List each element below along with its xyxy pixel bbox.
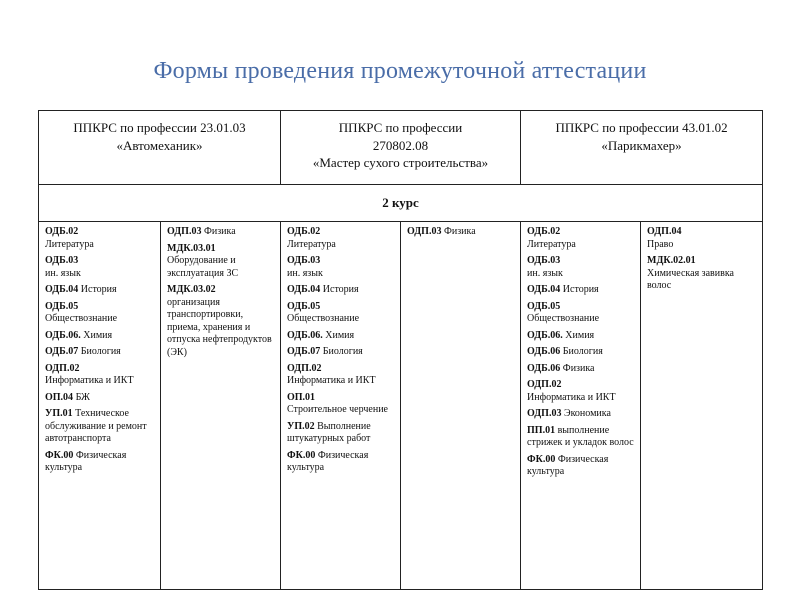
subject-name: Техническое обслуживание и ремонт автотранспорта: [45, 408, 147, 444]
subject-code: ОДП.03: [407, 226, 442, 237]
subject-item: [45, 392, 156, 405]
subject-code: ОДБ.04: [287, 284, 321, 295]
subject-name: Литература: [527, 238, 576, 250]
header-line: «Мастер сухого строительства»: [312, 155, 489, 171]
subject-name: Биология: [322, 346, 363, 357]
subject-code: ФК.00: [527, 453, 556, 465]
column-2: [281, 222, 401, 590]
subject-item: [45, 301, 156, 326]
subject-item: [45, 450, 156, 475]
subject-code: ФК.00: [287, 449, 316, 461]
subject-name: Информатика и ИКТ: [45, 375, 134, 386]
subject-name: Право: [647, 238, 674, 250]
subject-name: Химия: [325, 329, 355, 341]
subject-code: УП.01: [45, 408, 73, 419]
header-dry-construction: [281, 111, 521, 185]
column-0: [39, 222, 161, 590]
subject-item: [407, 226, 516, 239]
header-line: ППКРС по профессии 43.01.02: [555, 120, 728, 135]
subject-name: Химия: [83, 329, 113, 341]
subject-code: ОДБ.02: [527, 226, 561, 237]
subject-item: [287, 284, 396, 297]
subject-name: Литература: [287, 238, 336, 250]
subject-code: ОДБ.02: [287, 226, 321, 237]
subject-name: История: [80, 284, 117, 295]
subject-item: [167, 226, 276, 239]
subject-item: [527, 408, 636, 421]
subject-name: Обществознание: [527, 313, 600, 324]
subject-item: [527, 284, 636, 297]
subject-item: [527, 255, 636, 280]
subject-item: [647, 226, 758, 251]
subject-code: ОП.04: [45, 391, 74, 403]
subject-name: Биология: [562, 346, 603, 357]
subject-name: Химия: [565, 329, 595, 341]
header-hairdresser: [521, 111, 763, 185]
column-5: [641, 222, 763, 590]
subject-name: Физическая культура: [287, 449, 369, 473]
subject-code: МДК.02.01: [647, 255, 696, 266]
header-line: 270802.08: [372, 137, 429, 153]
subject-name: БЖ: [75, 391, 91, 403]
subject-code: ОДП.02: [45, 362, 80, 374]
subject-code: ОДБ.03: [527, 255, 561, 266]
subject-item: [287, 450, 396, 475]
subject-name: История: [562, 284, 599, 295]
subject-item: [45, 346, 156, 359]
subject-code: ОДБ.06.: [287, 329, 323, 341]
subject-name: ин. язык: [45, 267, 81, 279]
subject-code: ОДБ.05: [45, 300, 79, 312]
subject-name: Физика: [562, 362, 595, 374]
subject-item: [45, 226, 156, 251]
subject-item: [287, 255, 396, 280]
subject-code: ОДБ.06.: [527, 329, 563, 341]
subject-name: Экономика: [563, 408, 611, 419]
column-1: [161, 222, 281, 590]
header-line: «Автомеханик»: [116, 137, 203, 153]
subject-name: Оборудование и эксплуатация ЗС: [167, 255, 239, 279]
subject-code: ОДБ.04: [527, 284, 561, 295]
subject-code: ОДП.03: [167, 226, 202, 237]
header-line: ППКРС по профессии: [338, 120, 463, 135]
subject-item: [287, 301, 396, 326]
subject-item: [45, 363, 156, 388]
subject-item: [527, 330, 636, 343]
subject-item: [527, 301, 636, 326]
subject-code: ОДБ.05: [287, 300, 321, 312]
subject-name: ин. язык: [527, 267, 563, 279]
column-3: [401, 222, 521, 590]
attestation-table: [38, 110, 763, 590]
subject-code: ОДП.02: [527, 379, 562, 390]
subject-name: Информатика и ИКТ: [287, 375, 376, 386]
course-label: 2 курс: [39, 185, 763, 222]
subject-item: [287, 392, 396, 417]
column-4: [521, 222, 641, 590]
subject-code: ОДП.04: [647, 226, 682, 237]
subject-item: [45, 284, 156, 297]
subject-item: [527, 454, 636, 479]
subject-code: МДК.03.02: [167, 284, 216, 295]
subject-code: ОДБ.02: [45, 226, 79, 237]
header-automechanic: [39, 111, 281, 185]
subject-item: [167, 284, 276, 359]
subject-code: ОДБ.07: [287, 346, 321, 357]
subject-item: [287, 363, 396, 388]
subject-code: ПП.01: [527, 424, 556, 436]
subject-item: [527, 346, 636, 359]
subject-name: История: [322, 284, 359, 295]
subject-item: [287, 330, 396, 343]
subject-item: [45, 408, 156, 446]
subject-code: ОДП.02: [287, 362, 322, 374]
subject-code: ОДБ.07: [45, 346, 79, 357]
subject-code: УП.02: [287, 420, 315, 432]
subject-name: Строительное черчение: [287, 404, 388, 415]
subject-code: ОП.01: [287, 391, 316, 403]
subject-code: ОДБ.06.: [45, 329, 81, 341]
subject-name: Информатика и ИКТ: [527, 391, 616, 403]
header-line: ППКРС по профессии 23.01.03: [73, 120, 246, 135]
subject-item: [527, 363, 636, 376]
subject-name: Физическая культура: [527, 453, 609, 477]
subject-name: Физическая культура: [45, 449, 127, 473]
subject-name: выполнение стрижек и укладок волос: [527, 424, 634, 448]
subject-name: Физика: [203, 226, 236, 237]
subject-name: Обществознание: [287, 313, 360, 324]
subject-item: [527, 226, 636, 251]
subject-item: [527, 379, 636, 404]
subject-name: Обществознание: [45, 313, 118, 324]
subject-code: ОДБ.03: [45, 255, 79, 266]
header-line: «Парикмахер»: [601, 137, 682, 153]
subject-code: ФК.00: [45, 449, 74, 461]
subject-item: [287, 346, 396, 359]
subject-name: Биология: [80, 346, 121, 357]
subject-code: ОДБ.06: [527, 346, 561, 357]
subject-name: организация транспортировки, приема, хранения и отпуска нефтепродуктов (ЭК): [167, 296, 272, 358]
subject-name: Химическая завивка волос: [647, 267, 734, 291]
subject-item: [45, 255, 156, 280]
subject-item: [287, 421, 396, 446]
page-title: Формы проведения промежуточной аттестации: [153, 58, 647, 84]
subject-code: ОДБ.04: [45, 284, 79, 295]
subject-item: [647, 255, 758, 293]
subject-item: [45, 330, 156, 343]
subject-name: Выполнение штукатурных работ: [287, 420, 371, 444]
subject-code: ОДБ.03: [287, 255, 321, 266]
subject-code: ОДП.03: [527, 408, 562, 419]
subject-item: [527, 425, 636, 450]
subject-item: [287, 226, 396, 251]
subject-name: ин. язык: [287, 267, 323, 279]
subject-item: [167, 243, 276, 281]
subject-name: Физика: [443, 226, 476, 237]
subject-code: МДК.03.01: [167, 242, 216, 254]
subject-code: ОДБ.06: [527, 362, 561, 374]
subject-code: ОДБ.05: [527, 300, 561, 312]
subject-name: Литература: [45, 238, 94, 250]
